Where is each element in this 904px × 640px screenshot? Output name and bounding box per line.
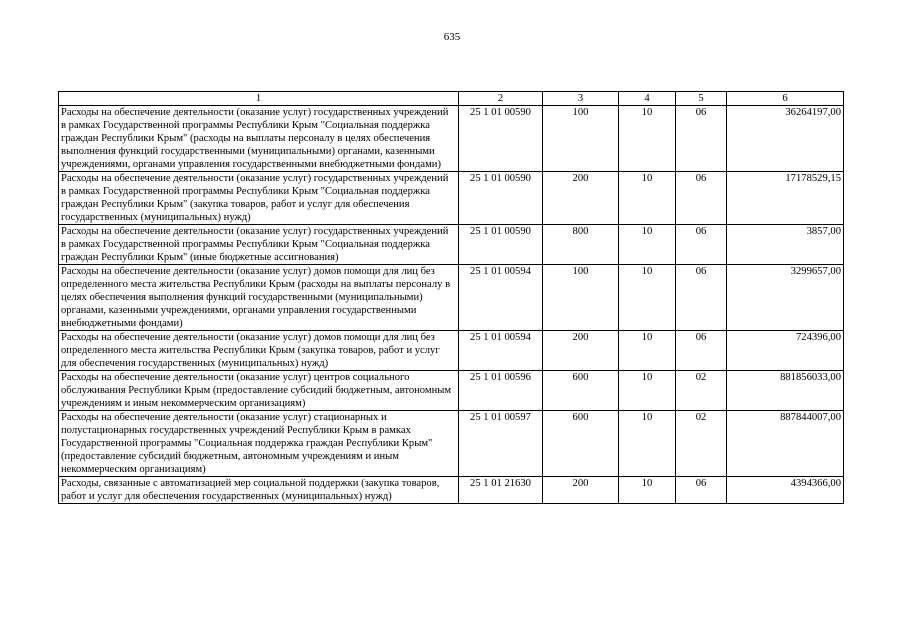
row-section: 10 xyxy=(619,225,676,265)
table-header-row xyxy=(59,92,844,106)
column-header: 4 xyxy=(619,92,676,106)
row-subsection: 06 xyxy=(676,106,727,172)
row-expense-type: 100 xyxy=(543,106,619,172)
row-description: Расходы на обеспечение деятельности (оказание услуг) домов помощи для лиц без определенного места жительства Республики Крым (закупка товаров, работ и услуг для обеспечения государственных (муниципальных) нужд) xyxy=(59,331,459,371)
row-target-code: 25 1 01 00596 xyxy=(459,371,543,411)
row-expense-type: 200 xyxy=(543,477,619,504)
row-target-code: 25 1 01 00594 xyxy=(459,331,543,371)
row-expense-type: 100 xyxy=(543,265,619,331)
row-subsection: 06 xyxy=(676,331,727,371)
row-expense-type: 200 xyxy=(543,331,619,371)
row-description: Расходы на обеспечение деятельности (оказание услуг) центров социального обслуживания Республики Крым (предоставление субсидий бюджетным, автономным учреждениям и иным некоммерческим организациям) xyxy=(59,371,459,411)
row-amount: 724396,00 xyxy=(727,331,844,371)
table-row xyxy=(59,172,844,225)
row-subsection: 06 xyxy=(676,477,727,504)
column-header: 5 xyxy=(676,92,727,106)
row-subsection: 06 xyxy=(676,265,727,331)
column-header: 6 xyxy=(727,92,844,106)
row-section: 10 xyxy=(619,371,676,411)
row-subsection: 06 xyxy=(676,225,727,265)
row-target-code: 25 1 01 00594 xyxy=(459,265,543,331)
row-expense-type: 200 xyxy=(543,172,619,225)
row-section: 10 xyxy=(619,106,676,172)
row-section: 10 xyxy=(619,411,676,477)
row-expense-type: 600 xyxy=(543,371,619,411)
row-description: Расходы, связанные с автоматизацией мер социальной поддержки (закупка товаров, работ и услуг для обеспечения государственных (муниципальных) нужд) xyxy=(59,477,459,504)
row-section: 10 xyxy=(619,265,676,331)
row-target-code: 25 1 01 00590 xyxy=(459,172,543,225)
table-row xyxy=(59,477,844,504)
row-target-code: 25 1 01 00597 xyxy=(459,411,543,477)
row-description: Расходы на обеспечение деятельности (оказание услуг) стационарных и полустационарных государственных учреждений Республики Крым в рамках Государственной программы "Социальная поддержка граждан Республики Крым" (предоставление субсидий бюджетным, автономным учреждениям и иным некоммерческим организациям) xyxy=(59,411,459,477)
column-header: 1 xyxy=(59,92,459,106)
row-section: 10 xyxy=(619,172,676,225)
page-number: 635 xyxy=(443,31,461,43)
table-row xyxy=(59,265,844,331)
row-section: 10 xyxy=(619,477,676,504)
row-expense-type: 600 xyxy=(543,411,619,477)
row-expense-type: 800 xyxy=(543,225,619,265)
row-description: Расходы на обеспечение деятельности (оказание услуг) домов помощи для лиц без определенного места жительства Республики Крым (расходы на выплаты персоналу в целях обеспечения выполнения функций государственными (муниципальными) органами, казенными учреждениями, органами управления государственными внебюджетными фондами) xyxy=(59,265,459,331)
row-amount: 3299657,00 xyxy=(727,265,844,331)
row-amount: 36264197,00 xyxy=(727,106,844,172)
row-section: 10 xyxy=(619,331,676,371)
row-subsection: 06 xyxy=(676,172,727,225)
row-amount: 887844007,00 xyxy=(727,411,844,477)
row-description: Расходы на обеспечение деятельности (оказание услуг) государственных учреждений в рамках Государственной программы Республики Крым "Социальная поддержка граждан Республики Крым" (закупка товаров, работ и услуг для обеспечения государственных (муниципальных) нужд) xyxy=(59,172,459,225)
table-row xyxy=(59,225,844,265)
row-target-code: 25 1 01 00590 xyxy=(459,106,543,172)
row-description: Расходы на обеспечение деятельности (оказание услуг) государственных учреждений в рамках Государственной программы Республики Крым "Социальная поддержка граждан Республики Крым" (расходы на выплаты персоналу в целях обеспечения выполнения функций государственными (муниципальными) органами, казенными учреждениями, органами управления государственными внебюджетными фондами) xyxy=(59,106,459,172)
row-amount: 17178529,15 xyxy=(727,172,844,225)
table-row xyxy=(59,411,844,477)
column-header: 2 xyxy=(459,92,543,106)
table-row xyxy=(59,331,844,371)
row-subsection: 02 xyxy=(676,371,727,411)
budget-table xyxy=(58,91,844,504)
row-description: Расходы на обеспечение деятельности (оказание услуг) государственных учреждений в рамках Государственной программы Республики Крым "Социальная поддержка граждан Республики Крым" (иные бюджетные ассигнования) xyxy=(59,225,459,265)
row-amount: 881856033,00 xyxy=(727,371,844,411)
row-target-code: 25 1 01 00590 xyxy=(459,225,543,265)
column-header: 3 xyxy=(543,92,619,106)
row-target-code: 25 1 01 21630 xyxy=(459,477,543,504)
table-row xyxy=(59,106,844,172)
table-row xyxy=(59,371,844,411)
row-amount: 3857,00 xyxy=(727,225,844,265)
row-amount: 4394366,00 xyxy=(727,477,844,504)
row-subsection: 02 xyxy=(676,411,727,477)
